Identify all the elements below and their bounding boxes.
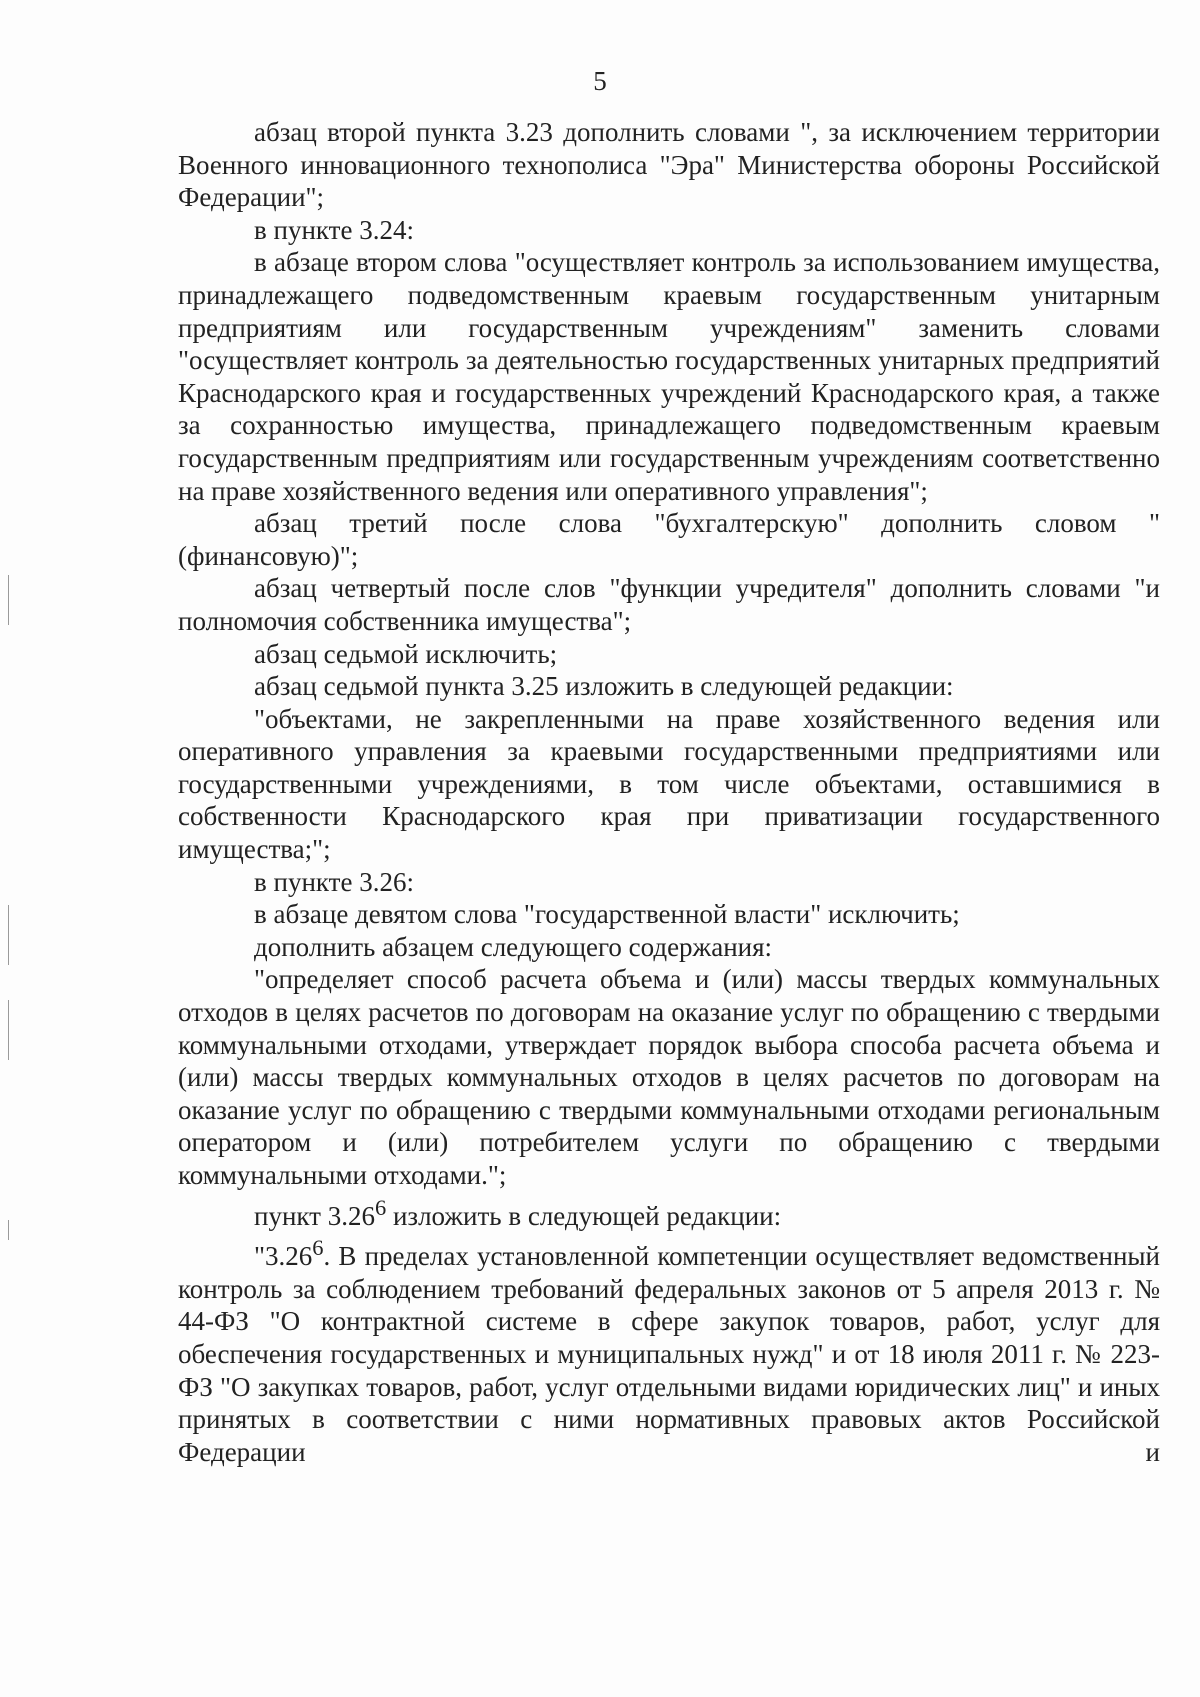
document-body [178, 116, 1160, 1468]
text-fragment: . В пределах установленной компетенции осуществляет ведомственный контроль за соблюдением требований федеральных законов от 5 апреля 2013 г. № 44-ФЗ "О контрактной системе в сфере закупок товаров, работ, услуг для обеспечения государственных и муниципальных нужд" и от 18 июля 2011 г. № 223-ФЗ "О закупках товаров, работ, услуг отдельными видами юридических лиц" и иных принятых в соответствии с ними нормативных правовых актов Российской Федерации и [178, 1241, 1160, 1467]
paragraph: абзац седьмой пункта 3.25 изложить в следующей редакции: [254, 671, 954, 702]
paragraph: абзац четвертый после слов "функции учредителя" дополнить словами "и полномочия собственника имущества"; [178, 573, 1160, 636]
paragraph: в абзаце втором слова "осуществляет контроль за использованием имущества, принадлежащего подведомственным краевым государственным унитарным предприятиям или государственным учреждениям" заменить словами "осуществляет контроль за деятельностью государственных унитарных предприятий Краснодарского края и государственных учреждений Краснодарского края, а также за сохранностью имущества, принадлежащего подведомственным краевым государственным предприятиям или государственным учреждениям соответственно на праве хозяйственного ведения или оперативного управления"; [178, 247, 1160, 506]
paragraph-item-326-6-intro [178, 1192, 1160, 1233]
superscript: 6 [374, 1194, 387, 1220]
paragraph: "объектами, не закрепленными на праве хозяйственного ведения или оперативного управления за краевыми государственными предприятиями или государственными учреждениями, в том числе объектами, оставшимися в собственности Краснодарского края при приватизации государственного имущества;"; [178, 703, 1160, 865]
paragraph: абзац третий после слова "бухгалтерскую" дополнить словом "(финансовую)"; [178, 508, 1160, 571]
paragraph: в абзаце девятом слова "государственной власти" исключить; [254, 899, 960, 930]
scan-artifact [8, 1220, 9, 1240]
text-fragment: изложить в следующей редакции: [386, 1200, 782, 1231]
paragraph-item-326-6-body [178, 1232, 1160, 1468]
scan-artifact [8, 575, 9, 625]
paragraph: "определяет способ расчета объема и (или) массы твердых коммунальных отходов в целях расчетов по договорам на оказание услуг по обращению с твердыми коммунальными отходами, утверждает порядок выбора способа расчета объема и (или) массы твердых коммунальных отходов в целях расчетов по договорам на оказание услуг по обращению с твердыми коммунальными отходами региональным оператором и (или) потребителем услуги по обращению с твердыми коммунальными отходами."; [178, 964, 1160, 1190]
paragraph: в пункте 3.26: [254, 866, 414, 897]
scan-artifact [8, 1000, 9, 1060]
paragraph: в пункте 3.24: [254, 214, 414, 245]
paragraph: абзац седьмой исключить; [254, 638, 558, 669]
paragraph: дополнить абзацем следующего содержания: [254, 931, 773, 962]
superscript: 6 [312, 1235, 324, 1261]
page-number: 5 [593, 66, 607, 96]
text-fragment: пункт 3.26 [254, 1200, 375, 1231]
paragraph: абзац второй пункта 3.23 дополнить словами ", за исключением территории Военного инновационного технополиса "Эра" Министерства обороны Российской Федерации"; [178, 117, 1160, 213]
scan-artifact [8, 905, 9, 965]
text-fragment: "3.26 [254, 1241, 313, 1272]
